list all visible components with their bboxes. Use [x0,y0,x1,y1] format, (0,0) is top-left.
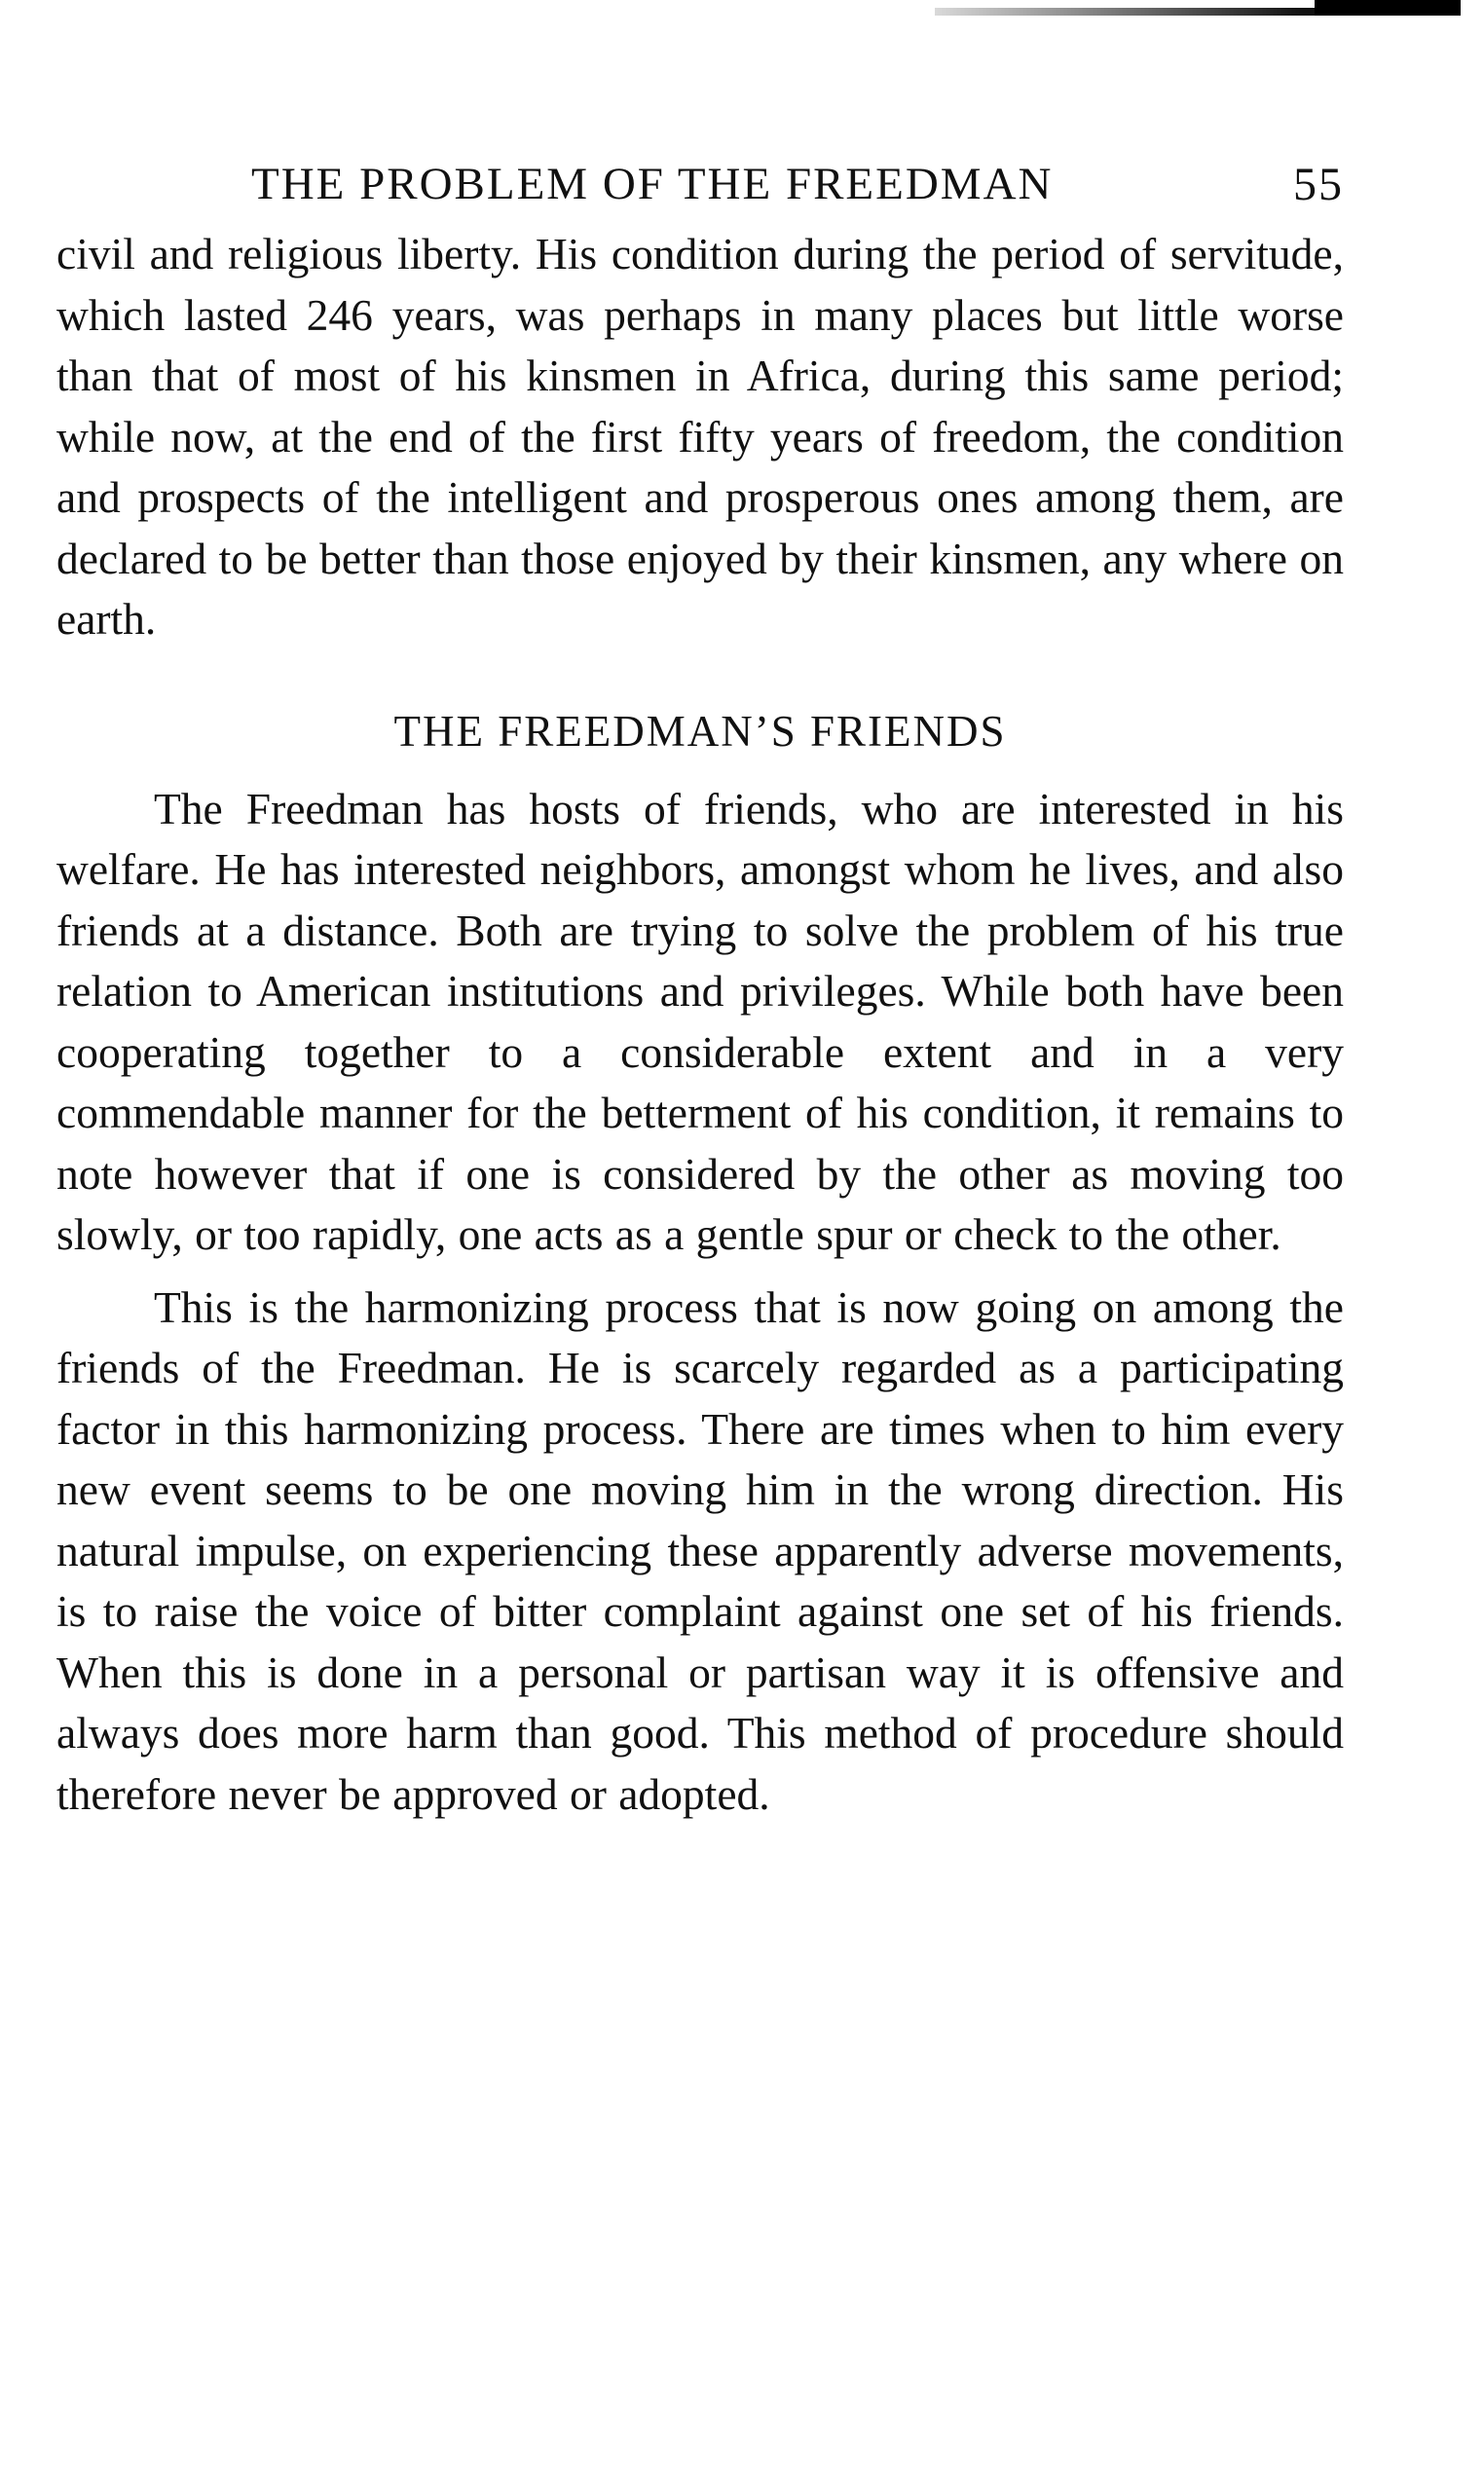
paragraph-harmonizing-process: This is the harmonizing process that is now going on among the friends of the Freedman. He is scarcely regarded as a participating factor in this harmonizing process. There are times when to him every new event seems to be one moving him in the wrong direction. His natural impulse, on experiencing these apparently adverse movements, is to raise the voice of bitter complaint against one set of his friends. When this is done in a personal or partisan way it is offensive and always does more harm than good. This method of procedure should therefore never be approved or adopted. [56,1281,1344,1819]
paragraph-continued: civil and religious liberty. His condition during the period of servitude, which lasted 246 years, was perhaps in many places but little worse than that of most of his kinsmen in Africa, during this same period; while now, at the end of the first fifty years of freedom, the condition and prospects of the intelligent and prosperous ones among them, are declared to be better than those enjoyed by their kinsmen, any where on earth. [56,229,1344,644]
running-head [56,146,1344,224]
page-number: 55 [1293,159,1344,210]
running-head-title: THE PROBLEM OF THE FREEDMAN [251,159,1054,209]
paragraph-freedmans-friends: The Freedman has hosts of friends, who are interested in his welfare. He has interested neighbors, amongst whom he lives, and also friends at a distance. Both are trying to solve the problem of his true relation to American institutions and privileges. While both have been cooperating together to a considerable extent and in a very commendable manner for the betterment of his condition, it remains to note however that if one is considered by the other as moving too slowly, or too rapidly, one acts as a gentle spur or check to the other. [56,783,1344,1259]
section-heading: THE FREEDMAN’S FRIENDS [393,706,1007,756]
book-page [56,146,1344,1825]
scan-edge-mark-dark [1315,0,1461,16]
